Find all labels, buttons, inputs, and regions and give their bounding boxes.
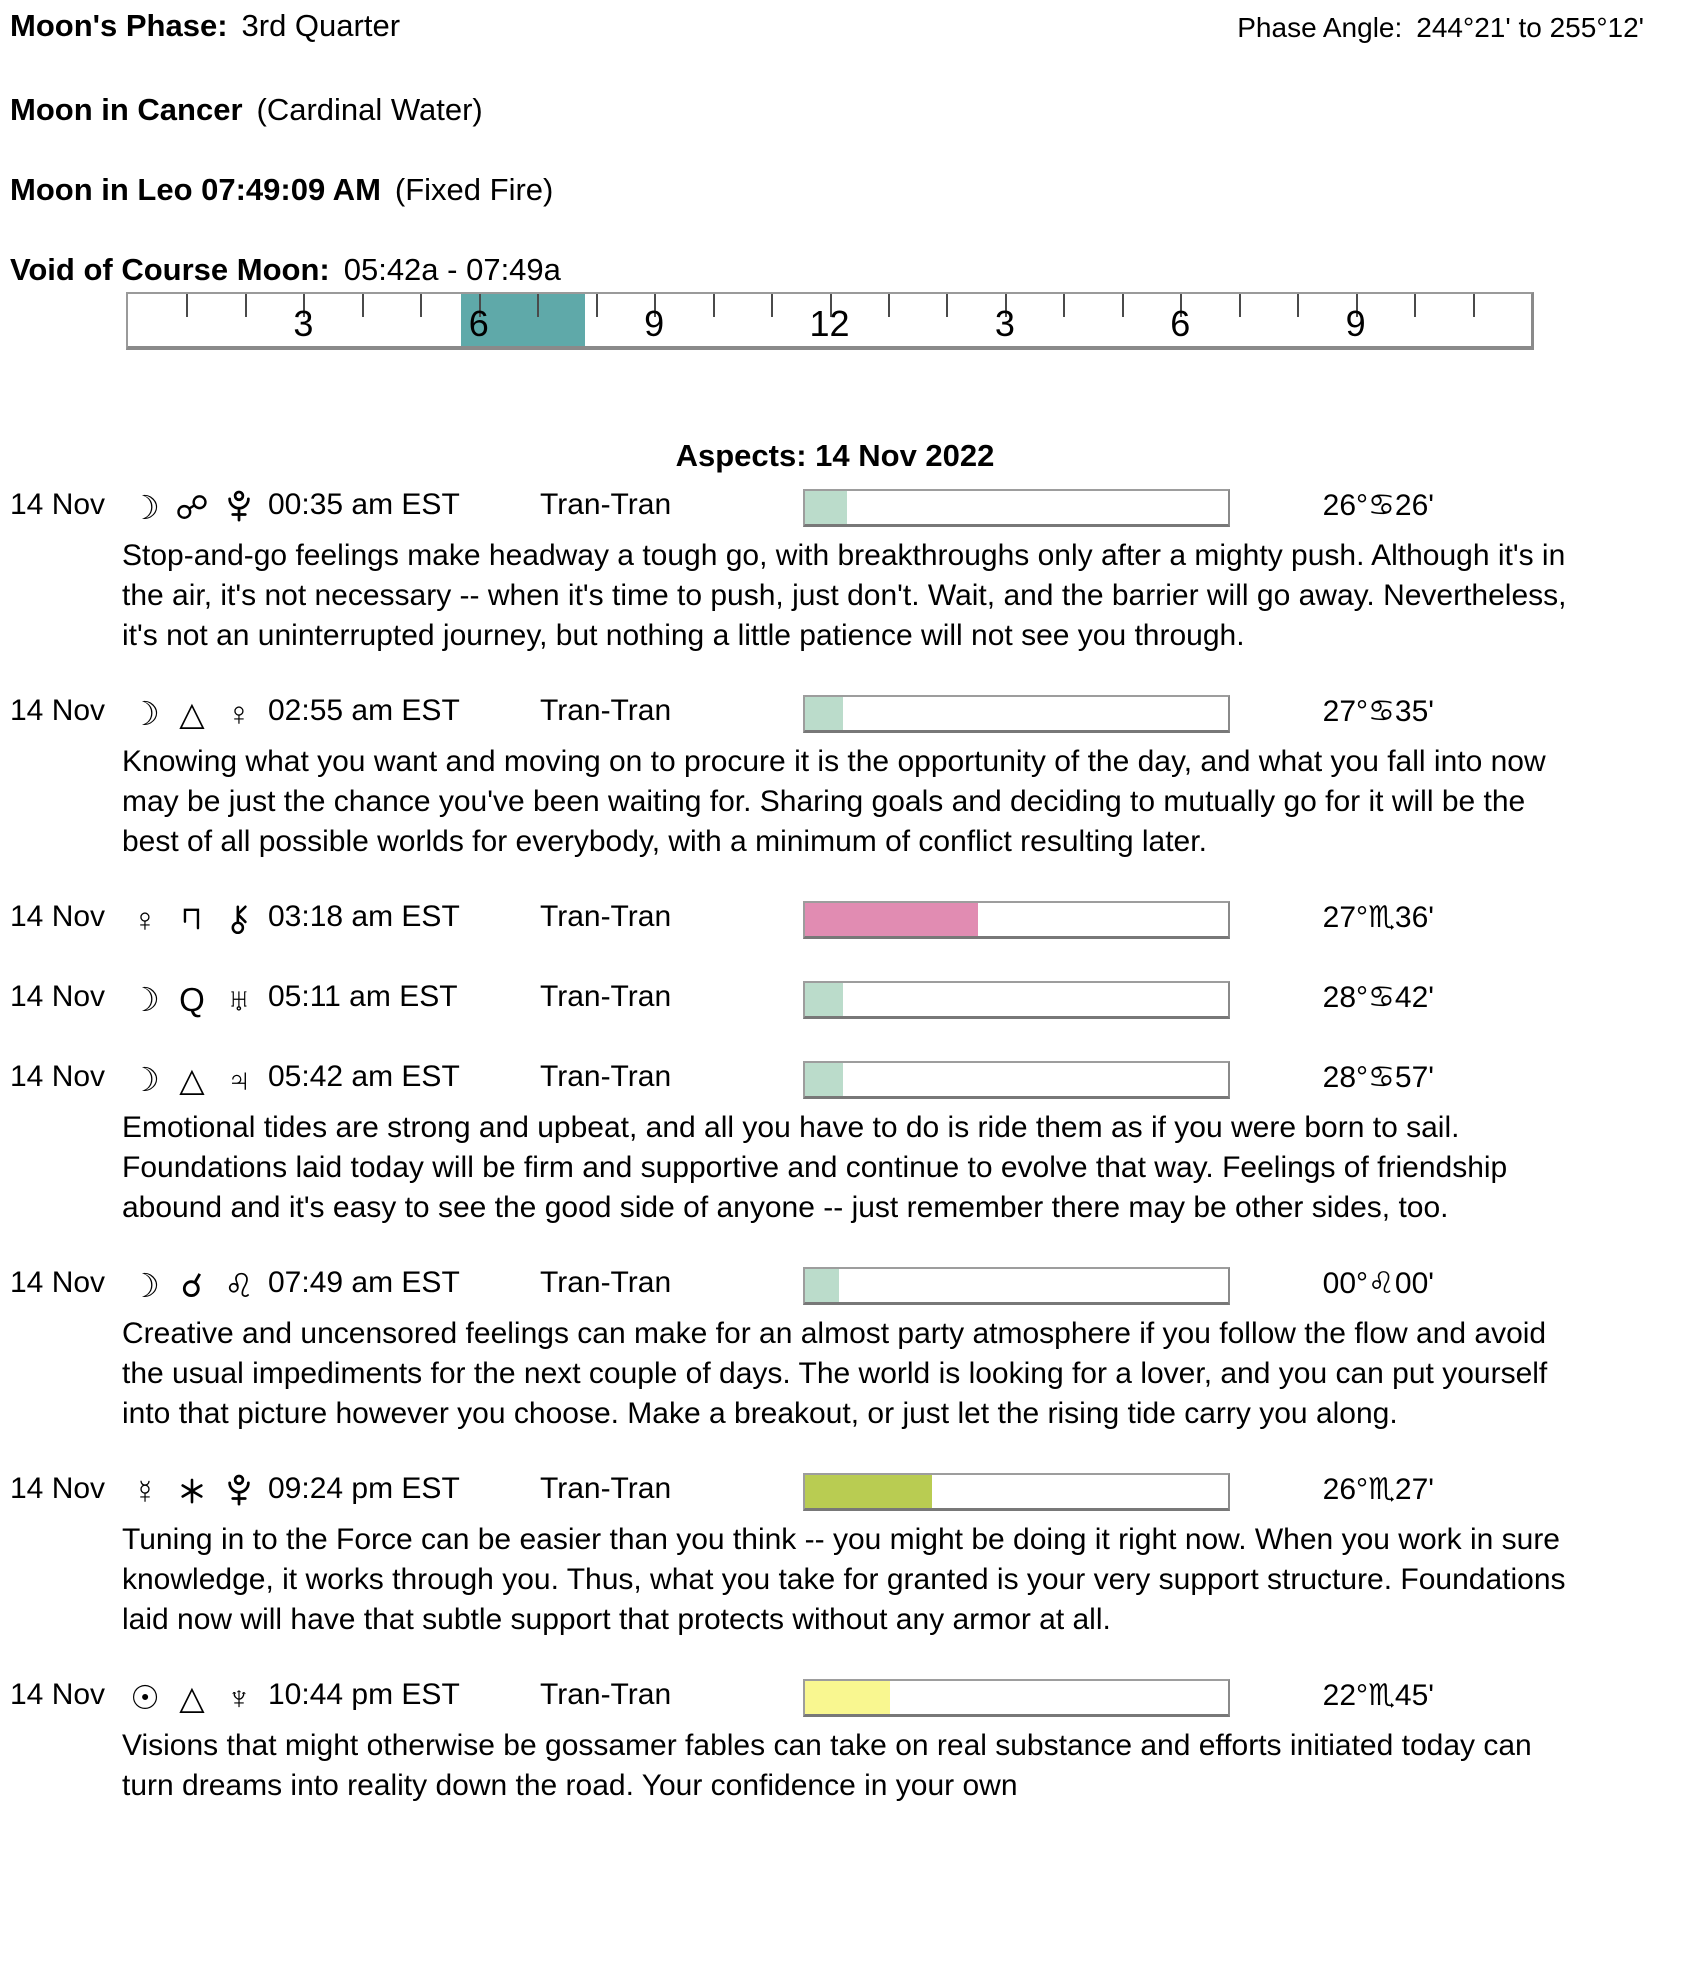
- aspect-position: 22°♏45': [1322, 1679, 1434, 1712]
- moon-in-sign-1-normal: (Cardinal Water): [256, 92, 483, 127]
- orb-progress-fill: [805, 1063, 843, 1096]
- aspect-date: 14 Nov: [10, 694, 106, 727]
- orb-progress-fill: [805, 697, 843, 730]
- aspect-glyphs: [128, 976, 256, 1022]
- hour-tick: [713, 294, 715, 317]
- aspect-time: 02:55 am EST: [268, 694, 460, 727]
- orb-progress-bar: [803, 1061, 1230, 1099]
- mercury-icon: ☿: [132, 1472, 158, 1510]
- moons-phase-label: Moon's Phase:: [10, 8, 228, 43]
- hour-tick: [1122, 294, 1124, 317]
- hour-label: 9: [1345, 303, 1366, 344]
- aspect-type: Tran-Tran: [540, 488, 672, 521]
- aspects-title: Aspects: 14 Nov 2022: [675, 438, 995, 473]
- aspect-description: Tuning in to the Force can be easier than you think -- you might be doing it right now. When you work in sure knowledge, it works through you. Thus, what you take for granted is your very support structure. Foundations laid now will have that subtle support that protects without any armor at all.: [122, 1523, 1566, 1636]
- aspect-row-header: [0, 1468, 1692, 1514]
- aspect-type: Tran-Tran: [540, 1060, 672, 1093]
- hour-tick: [946, 294, 948, 317]
- orb-progress-fill: [805, 903, 978, 936]
- orb-progress-fill: [805, 1475, 932, 1508]
- aspect-row: [0, 1262, 1692, 1434]
- aspect-position: 27°♏36': [1322, 901, 1434, 934]
- conjunction-icon: ☌: [180, 1266, 204, 1304]
- moon-in-sign-2-bold: Moon in Leo 07:49:09 AM: [10, 172, 381, 207]
- orb-progress-bar: [803, 695, 1230, 733]
- phase-angle-line: [1237, 12, 1644, 44]
- hour-tick: [1473, 294, 1475, 317]
- aspect-date: 14 Nov: [10, 1266, 106, 1299]
- aspect-row: [0, 896, 1692, 942]
- aspect-time: 00:35 am EST: [268, 488, 460, 521]
- aspect-glyphs: [128, 484, 256, 530]
- sextile-icon: [175, 1476, 209, 1506]
- moon-icon: ☽: [130, 980, 160, 1018]
- aspect-description: Emotional tides are strong and upbeat, and all you have to do is ride them as if you were born to sail. Foundations laid today will be firm and supportive and continue to evolve that way. Feelings of friendship abound and it's easy to see the good side of anyone -- just remember there may be other sides, too.: [122, 1111, 1508, 1224]
- aspect-row: [0, 690, 1692, 862]
- aspect-row-header: [0, 1056, 1692, 1102]
- aspect-row: [0, 976, 1692, 1022]
- hour-label: 9: [644, 303, 665, 344]
- hour-tick: [1414, 294, 1416, 317]
- pluto-icon: [222, 1474, 256, 1508]
- moon-in-sign-line-1: [10, 92, 483, 128]
- aspect-row: [0, 1468, 1692, 1640]
- aspect-glyphs: [128, 896, 256, 942]
- hour-tick: [1239, 294, 1241, 317]
- aspect-glyphs: [128, 1468, 256, 1514]
- orb-progress-bar: [803, 1679, 1230, 1717]
- aspect-date: 14 Nov: [10, 900, 106, 933]
- phase-angle-value: 244°21' to 255°12': [1416, 12, 1644, 43]
- hour-tick: [771, 294, 773, 317]
- aspect-time: 05:42 am EST: [268, 1060, 460, 1093]
- voc-timeline-ruler: [126, 292, 1534, 350]
- jupiter-icon: ♃: [226, 1060, 252, 1098]
- venus-icon: ♀: [226, 694, 252, 732]
- aspect-row: [0, 1674, 1692, 1806]
- orb-progress-fill: [805, 491, 847, 524]
- hour-label: 6: [468, 303, 489, 344]
- moon-icon: ☽: [130, 1060, 160, 1098]
- aspect-row-header: [0, 896, 1692, 942]
- hour-label: 12: [809, 303, 850, 344]
- hour-label: 3: [994, 303, 1015, 344]
- aspect-description: Knowing what you want and moving on to procure it is the opportunity of the day, and what you fall into now may be just the chance you've been waiting for. Sharing goals and deciding to mutually go for it will be the best of all possible worlds for everybody, with a minimum of conflict resulting later.: [122, 745, 1546, 858]
- aspect-type: Tran-Tran: [540, 1472, 672, 1505]
- orb-progress-bar: [803, 901, 1230, 939]
- aspects-list: [0, 484, 1692, 1840]
- orb-progress-fill: [805, 983, 843, 1016]
- hour-tick: [245, 294, 247, 317]
- hour-tick: [1063, 294, 1065, 317]
- hour-tick: [537, 294, 539, 317]
- chiron-icon: [222, 902, 256, 936]
- aspect-glyphs: [128, 1056, 256, 1102]
- aspect-row-header: [0, 484, 1692, 530]
- sun-icon: ☉: [130, 1678, 160, 1716]
- aspect-row: [0, 484, 1692, 656]
- moons-phase-line: [10, 8, 400, 44]
- aspect-position: 26°♋26': [1322, 489, 1434, 522]
- aspect-position: 26°♏27': [1322, 1473, 1434, 1506]
- aspect-description: Visions that might otherwise be gossamer fables can take on real substance and efforts initiated today can turn dreams into reality down the road. Your confidence in your own: [122, 1729, 1532, 1802]
- pluto-icon: [222, 490, 256, 524]
- aspect-type: Tran-Tran: [540, 980, 672, 1013]
- hour-tick: [596, 294, 598, 317]
- moon-in-sign-2-normal: (Fixed Fire): [394, 172, 554, 207]
- aspect-position: 00°♌00': [1322, 1267, 1434, 1300]
- aspect-glyphs: [128, 1262, 256, 1308]
- voc-label: Void of Course Moon:: [10, 252, 330, 287]
- orb-progress-bar: [803, 1473, 1230, 1511]
- moons-phase-value: 3rd Quarter: [241, 8, 401, 43]
- neptune-icon: ♆: [226, 1678, 252, 1716]
- quintile-icon: Q: [179, 980, 205, 1018]
- moon-in-sign-1-bold: Moon in Cancer: [10, 92, 243, 127]
- void-of-course-line: [10, 252, 561, 288]
- opposition-icon: ☍: [175, 488, 209, 526]
- aspect-position: 27°♋35': [1322, 695, 1434, 728]
- voc-value: 05:42a - 07:49a: [343, 252, 561, 287]
- aspect-row-header: [0, 690, 1692, 736]
- trine-icon: △: [179, 1678, 205, 1716]
- aspect-row: [0, 1056, 1692, 1228]
- moon-in-sign-line-2: [10, 172, 553, 208]
- hour-tick: [362, 294, 364, 317]
- venus-icon: ♀: [132, 900, 158, 938]
- sesquiquadrate-icon: [175, 903, 209, 935]
- aspect-position: 28°♋42': [1322, 981, 1434, 1014]
- aspect-type: Tran-Tran: [540, 1266, 672, 1299]
- leo-icon: ♌: [224, 1266, 254, 1304]
- aspect-date: 14 Nov: [10, 1472, 106, 1505]
- aspect-position: 28°♋57': [1322, 1061, 1434, 1094]
- trine-icon: △: [179, 1060, 205, 1098]
- moon-icon: ☽: [130, 488, 160, 526]
- aspect-row-header: [0, 1262, 1692, 1308]
- aspect-date: 14 Nov: [10, 1060, 106, 1093]
- aspect-time: 10:44 pm EST: [268, 1678, 460, 1711]
- moon-icon: ☽: [130, 1266, 160, 1304]
- hour-tick: [1297, 294, 1299, 317]
- aspect-date: 14 Nov: [10, 980, 106, 1013]
- hour-label: 6: [1170, 303, 1191, 344]
- aspect-description: Stop-and-go feelings make headway a tough go, with breakthroughs only after a mighty push. Although it's in the air, it's not necessary -- when it's time to push, just don't. Wait, and the barrier will go away. Nevertheless, it's not an uninterrupted journey, but nothing a little patience will not see you through.: [122, 539, 1567, 652]
- orb-progress-bar: [803, 1267, 1230, 1305]
- orb-progress-fill: [805, 1681, 890, 1714]
- aspect-row-header: [0, 976, 1692, 1022]
- hour-tick: [888, 294, 890, 317]
- aspect-description: Creative and uncensored feelings can make for an almost party atmosphere if you follow the flow and avoid the usual impediments for the next couple of days. The world is looking for a lover, and you can put yourself into that picture however you choose. Make a breakout, or just let the rising tide carry you along.: [122, 1317, 1548, 1430]
- orb-progress-bar: [803, 489, 1230, 527]
- aspect-row-header: [0, 1674, 1692, 1720]
- trine-icon: △: [179, 694, 205, 732]
- moon-icon: ☽: [130, 694, 160, 732]
- aspect-date: 14 Nov: [10, 1678, 106, 1711]
- aspect-type: Tran-Tran: [540, 900, 672, 933]
- aspect-time: 07:49 am EST: [268, 1266, 460, 1299]
- aspect-time: 09:24 pm EST: [268, 1472, 460, 1505]
- phase-angle-label: Phase Angle:: [1237, 12, 1403, 43]
- aspect-date: 14 Nov: [10, 488, 106, 521]
- hour-tick: [186, 294, 188, 317]
- aspect-type: Tran-Tran: [540, 694, 672, 727]
- aspect-type: Tran-Tran: [540, 1678, 672, 1711]
- orb-progress-bar: [803, 981, 1230, 1019]
- orb-progress-fill: [805, 1269, 839, 1302]
- uranus-icon: ♅: [226, 980, 252, 1018]
- hour-label: 3: [293, 303, 314, 344]
- aspect-glyphs: [128, 1674, 256, 1720]
- aspect-glyphs: [128, 690, 256, 736]
- aspect-time: 05:11 am EST: [268, 980, 458, 1013]
- aspect-time: 03:18 am EST: [268, 900, 460, 933]
- hour-tick: [420, 294, 422, 317]
